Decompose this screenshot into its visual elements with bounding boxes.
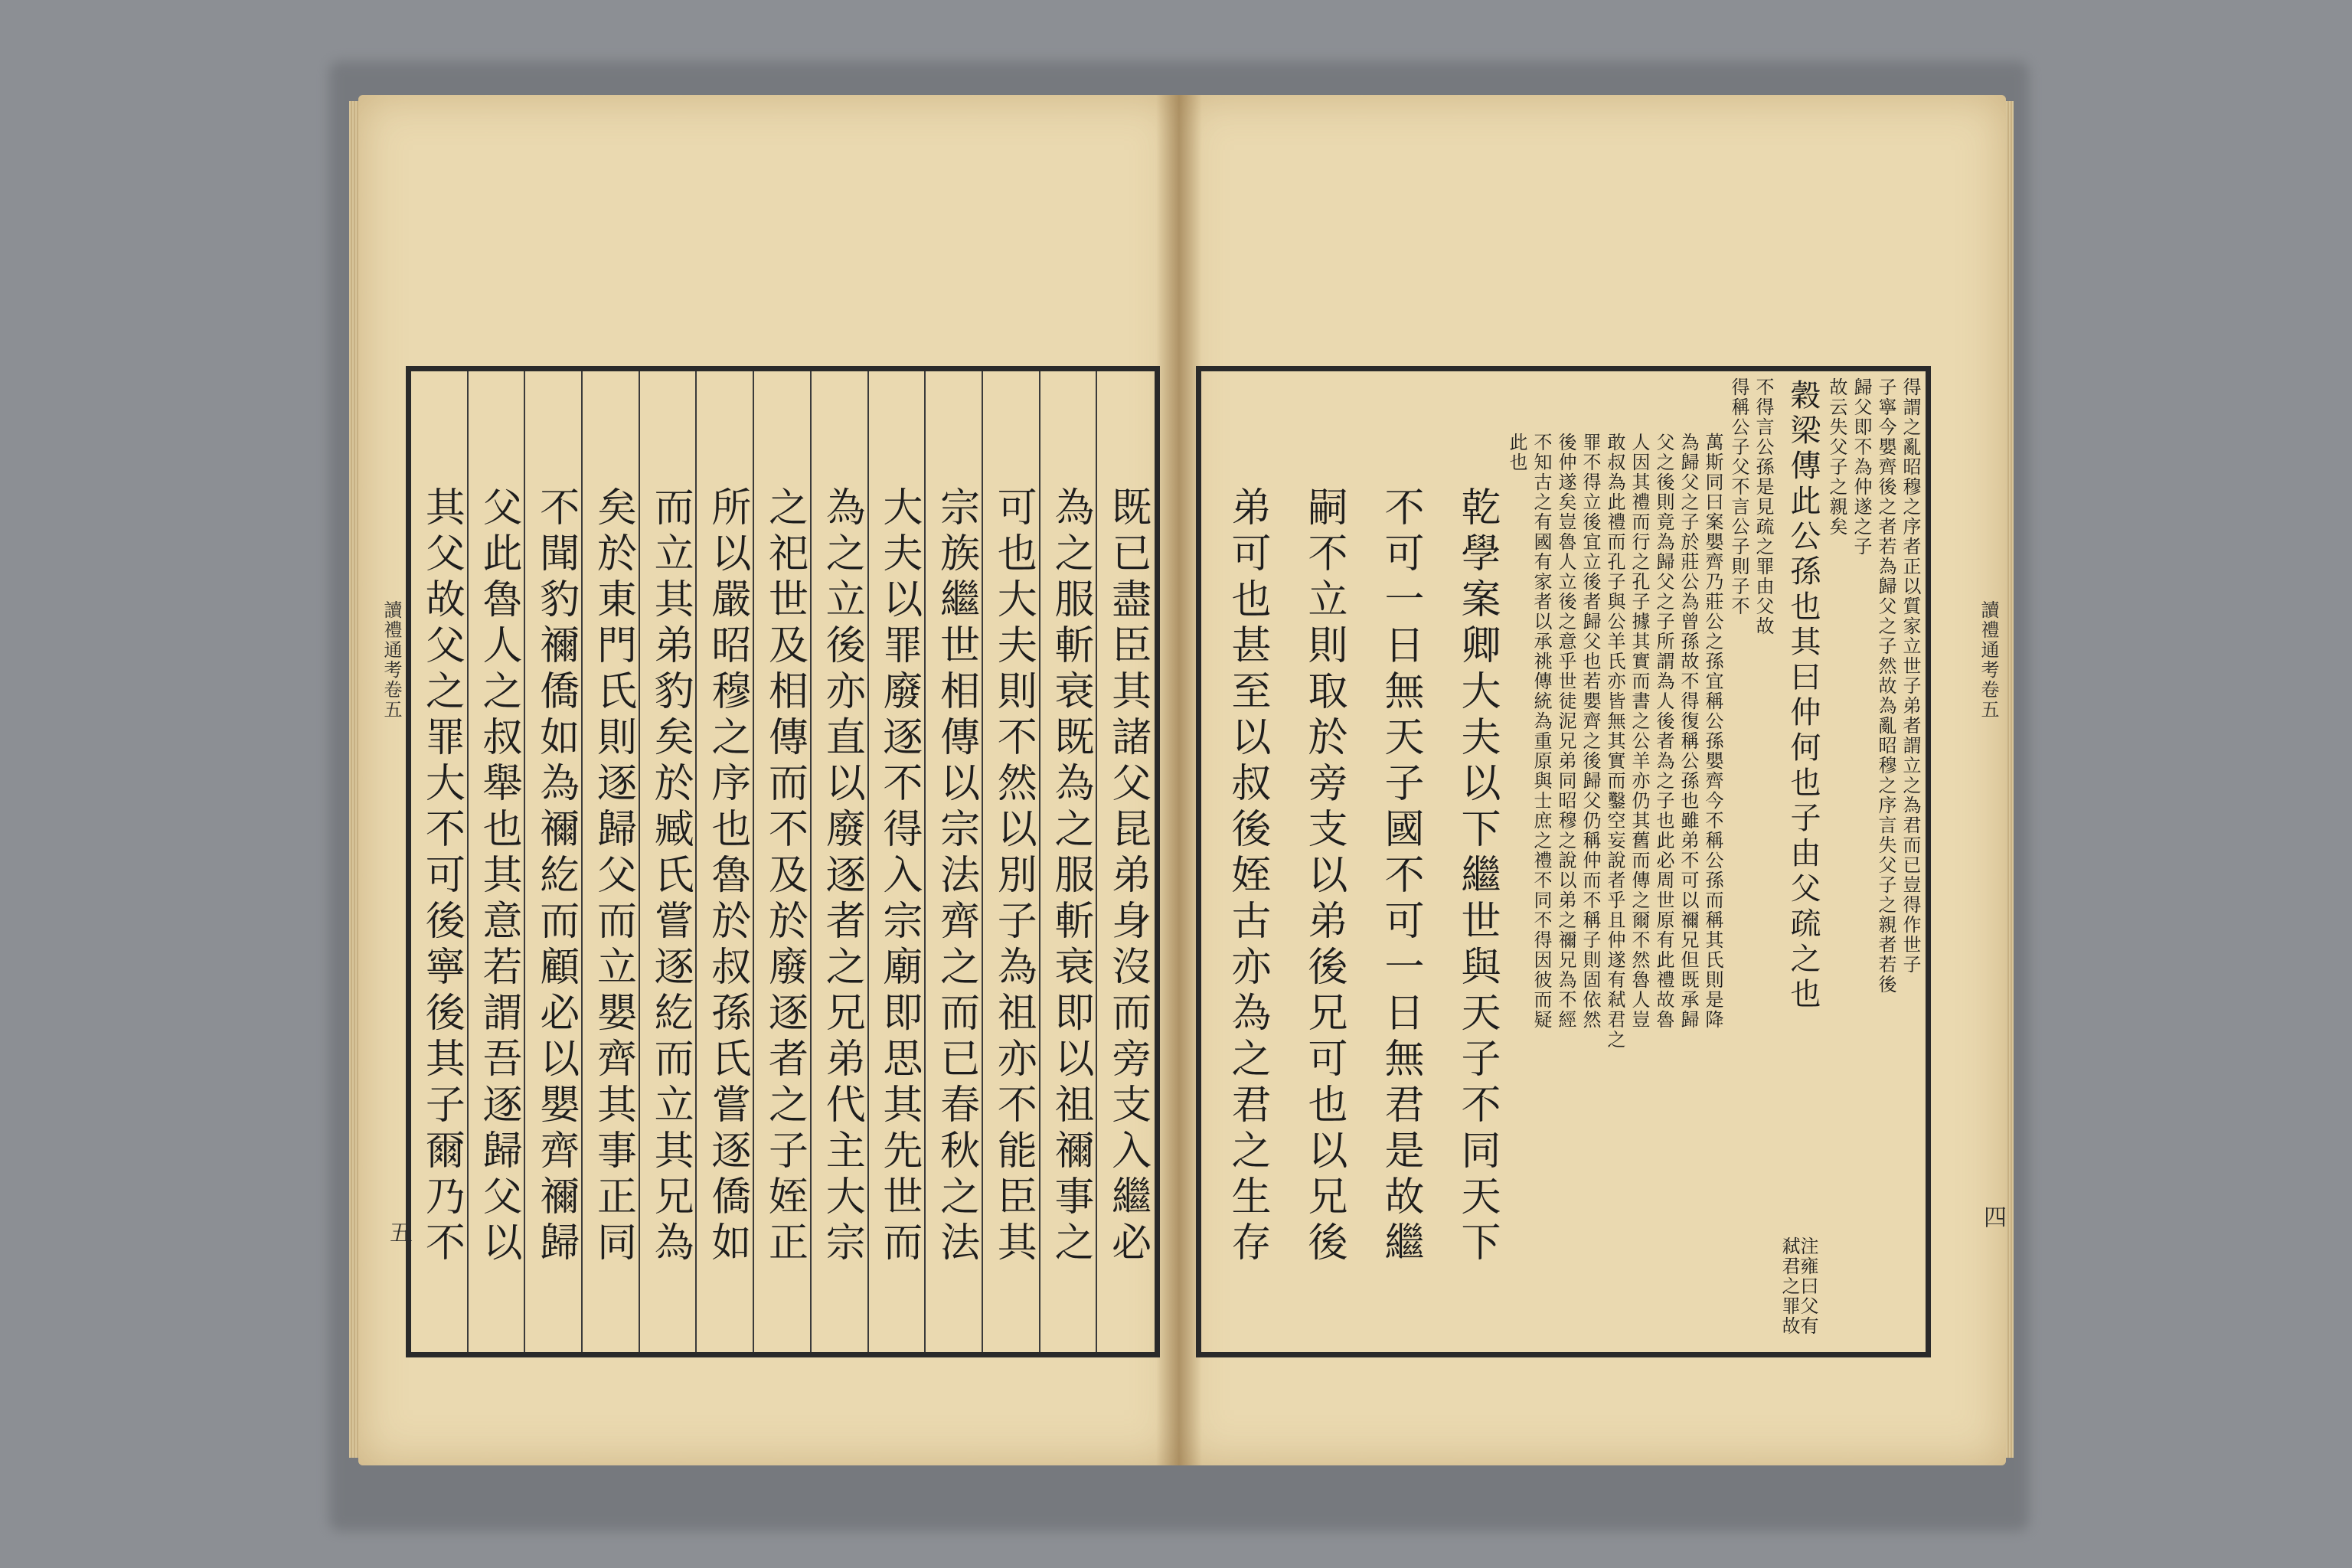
column-rule bbox=[810, 371, 812, 1352]
commentary-col-1: 得謂之亂昭穆之序者正以質家立世子弟者謂立之為君而已豈得作世子 bbox=[1900, 377, 1921, 975]
column-rule bbox=[1096, 371, 1097, 1352]
column-rule bbox=[581, 371, 583, 1352]
column-rule bbox=[924, 371, 926, 1352]
book-gutter bbox=[1156, 95, 1202, 1465]
commentary-col-8: 為歸父之子於莊公為曾孫故不得復稱公孫也雖弟不可以禰兄但既承歸 bbox=[1677, 433, 1699, 1030]
main-text-col-9: 而立其弟豹矣於臧氏嘗逐紇而立其兄為 bbox=[647, 486, 694, 1267]
commentary-col-10: 人因其禮而行之孔子據其實而書之公羊亦仍其舊而傳之爾不然魯人豈 bbox=[1628, 433, 1650, 1030]
guliang-heading: 穀梁傳此公孫也其曰仲何也子由父疏之也 bbox=[1785, 379, 1821, 1013]
guliang-note: 注雍曰父有弒君之罪故 bbox=[1779, 1236, 1818, 1336]
commentary-col-4: 故云失父子之親矣 bbox=[1826, 377, 1847, 537]
main-text-col-1: 既已盡臣其諸父昆弟身沒而旁支入繼必 bbox=[1104, 486, 1151, 1267]
main-text-col-12: 父此魯人之叔舉也其意若謂吾逐歸父以 bbox=[475, 486, 522, 1267]
column-rule bbox=[639, 371, 640, 1352]
commentary-col-5: 不得言公孫是見疏之罪由父故 bbox=[1753, 377, 1774, 636]
column-rule bbox=[867, 371, 869, 1352]
commentary-col-9: 父之後則竟為歸父之子所謂為人後者為之子也此必周世原有此禮故魯 bbox=[1653, 433, 1674, 1030]
commentary-col-2: 子寧今嬰齊後之者若為歸父之子然故為亂昭穆之序言失父子之親者若後 bbox=[1875, 377, 1896, 995]
commentary-col-13: 後仲遂矣豈魯人立後之意乎世徒泥兄弟同昭穆之說以弟之禰兄為不經 bbox=[1555, 433, 1576, 1030]
commentary-col-6: 得稱公子父不言公子則子不 bbox=[1728, 377, 1749, 616]
main-text-col-10: 矣於東門氏則逐歸父而立嬰齊其事正同 bbox=[590, 486, 636, 1267]
main-text-col-3: 可也大夫則不然以別子為祖亦不能臣其 bbox=[990, 486, 1037, 1267]
column-rule bbox=[695, 371, 697, 1352]
main-text-col-4: 弟可也甚至以叔後姪古亦為之君之生存 bbox=[1224, 486, 1270, 1267]
main-text-col-13: 其父故父之罪大不可後寧後其子爾乃不 bbox=[418, 486, 465, 1267]
commentary-col-7: 萬斯同曰案嬰齊乃莊公之孫宜稱公孫嬰齊今不稱公孫而稱其氏則是降 bbox=[1702, 433, 1723, 1030]
column-rule bbox=[1039, 371, 1040, 1352]
left-margin-title: 讀禮通考卷五 bbox=[381, 600, 402, 720]
column-rule bbox=[467, 371, 469, 1352]
main-text-col-3: 嗣不立則取於旁支以弟後兄可也以兄後 bbox=[1301, 486, 1347, 1267]
main-text-col-8: 所以嚴昭穆之序也魯於叔孫氏嘗逐僑如 bbox=[704, 486, 750, 1267]
main-text-col-2: 為之服斬衰既為之服斬衰即以祖禰事之 bbox=[1047, 486, 1093, 1267]
main-text-col-1: 乾學案卿大夫以下繼世與天子不同天下 bbox=[1454, 486, 1500, 1267]
commentary-col-14: 不知古之有國有家者以承祧傳統為重原與士庶之禮不同不得因彼而疑 bbox=[1530, 433, 1552, 1030]
column-rule bbox=[982, 371, 983, 1352]
left-page-number: 五 bbox=[385, 1220, 412, 1243]
main-text-col-4: 宗族繼世相傳以宗法齊之而已春秋之法 bbox=[933, 486, 979, 1267]
right-page-number: 四 bbox=[1979, 1205, 2006, 1228]
main-text-col-2: 不可一日無天子國不可一日無君是故繼 bbox=[1377, 486, 1423, 1267]
commentary-col-15: 此也 bbox=[1506, 433, 1527, 472]
column-rule bbox=[524, 371, 525, 1352]
commentary-col-11: 敢叔為此禮而孔子與公羊氏亦皆無其實而鑿空妄說者乎且仲遂有弒君之 bbox=[1604, 433, 1625, 1050]
main-text-col-7: 之祀世及相傳而不及於廢逐者之子姪正 bbox=[761, 486, 808, 1267]
commentary-col-3: 歸父即不為仲遂之子 bbox=[1851, 377, 1872, 557]
main-text-col-11: 不聞豹禰僑如為禰紇而顧必以嬰齊禰歸 bbox=[532, 486, 579, 1267]
right-text-block bbox=[1196, 366, 1931, 1357]
column-rule bbox=[753, 371, 754, 1352]
right-margin-title: 讀禮通考卷五 bbox=[1978, 600, 1999, 720]
main-text-col-6: 為之立後亦直以廢逐者之兄弟代主大宗 bbox=[818, 486, 865, 1267]
left-text-block bbox=[406, 366, 1160, 1357]
commentary-col-12: 罪不得立後宜立後者歸父也若嬰齊之後歸父仍稱仲而不稱子則固依然 bbox=[1579, 433, 1601, 1030]
main-text-col-5: 大夫以罪廢逐不得入宗廟即思其先世而 bbox=[875, 486, 922, 1267]
